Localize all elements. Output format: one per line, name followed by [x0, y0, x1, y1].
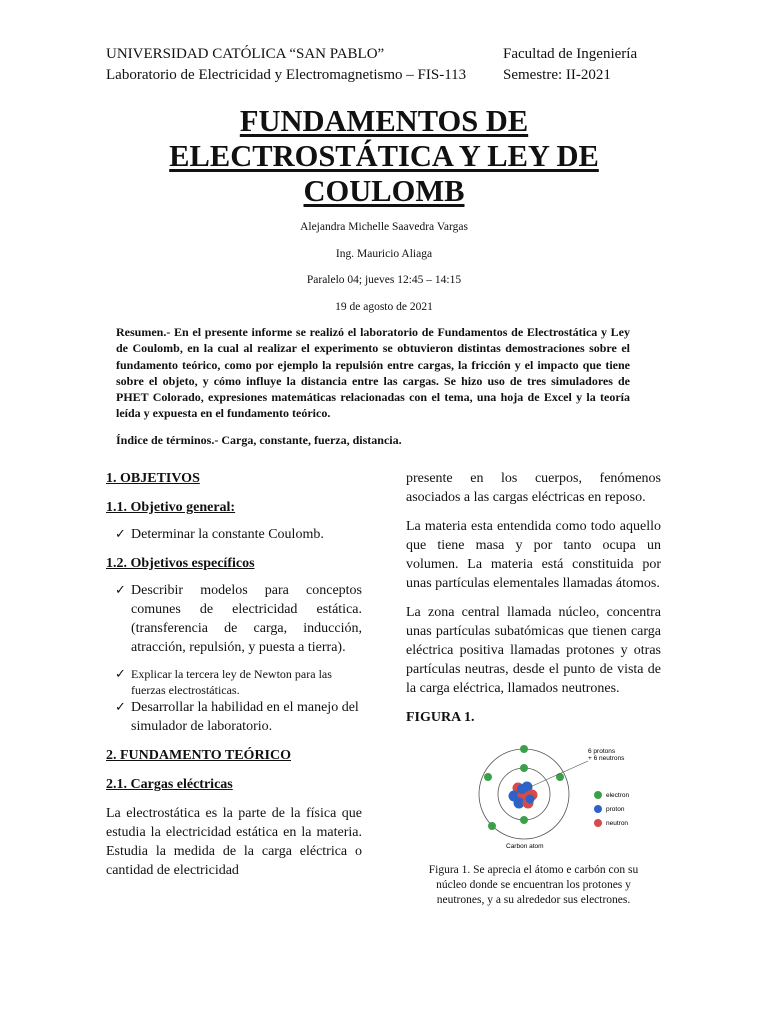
- subsection-heading-general: 1.1. Objetivo general:: [106, 500, 236, 515]
- title-line: FUNDAMENTOS DE: [239, 104, 529, 138]
- subsection-heading-cargas: 2.1. Cargas eléctricas: [106, 777, 233, 792]
- paragraph: La zona central llamada núcleo, concentra unas partículas subatómicas que tienen carga eléctrica positiva llamadas protones y otras partículas neutras, desde el punto de vista de la carga eléctrica, llamados neutrones.: [406, 605, 661, 696]
- index-terms: Índice de términos.- Carga, constante, fuerza, distancia.: [116, 433, 402, 447]
- paragraph: presente en los cuerpos, fenómenos asociados a las cargas eléctricas en reposo.: [406, 471, 661, 505]
- atom-label: Carbon atom: [506, 843, 544, 850]
- left-column: [106, 469, 362, 880]
- paragraph: La electrostática es la parte de la física que estudia la electricidad estática en la materia. Estudia la medida de la carga eléctrica o cantidad de electricidad: [106, 806, 362, 878]
- list-item: [106, 667, 362, 698]
- figure-caption: Figura 1. Se aprecia el átomo e carbón con su núcleo donde se encuentran los protones y neutrones, y a su alrededor sus electrones.: [428, 864, 639, 906]
- faculty-name: Facultad de Ingeniería: [503, 46, 638, 62]
- legend-neutron-dot: [594, 819, 602, 827]
- legend-proton-dot: [594, 805, 602, 813]
- figure-heading: FIGURA 1.: [406, 710, 475, 725]
- author-name: Alejandra Michelle Saavedra Vargas: [300, 221, 468, 233]
- list-item: [106, 581, 362, 657]
- right-column: [406, 469, 661, 908]
- legend-electron: electron: [606, 792, 630, 799]
- label-neutrons: + 6 neutrons: [588, 755, 625, 762]
- list-item-text: Explicar la tercera ley de Newton para las fuerzas electrostáticas.: [131, 667, 332, 697]
- schedule: Paralelo 04; jueves 12:45 – 14:15: [306, 274, 462, 286]
- checkmark-icon: ✓: [115, 583, 126, 598]
- checkmark-icon: ✓: [115, 700, 126, 715]
- instructor-name: Ing. Mauricio Aliaga: [335, 248, 433, 260]
- university-name: UNIVERSIDAD CATÓLICA “SAN PABLO”: [106, 46, 385, 62]
- list-item-text: Determinar la constante Coulomb.: [131, 527, 324, 542]
- list-item-text: Describir modelos para conceptos comunes de electricidad estática. (transferencia de carga, inducción, atracción, repulsión, y puesta a tierra).: [131, 583, 362, 655]
- section-heading-objetivos: 1. OBJETIVOS: [106, 471, 200, 486]
- header-left: [106, 44, 466, 86]
- legend-electron-dot: [594, 791, 602, 799]
- title-line: COULOMB: [303, 174, 465, 208]
- semester: Semestre: II-2021: [503, 67, 611, 83]
- carbon-atom-figure: [470, 737, 650, 855]
- subsection-heading-especificos: 1.2. Objetivos específicos: [106, 556, 255, 571]
- abstract: Resumen.- En el presente informe se realizó el laboratorio de Fundamentos de Electrostática y Ley de Coulomb, en la cual al realizar el experimento se obtuvieron distintas demostraciones sobre el fundamento teórico, como por ejemplo la repulsión entre cargas, la fricción y el impacto que tiene sobre el objeto, y cómo influye la distancia entre las cargas. Se hizo uso de tres simuladores de PHET Colorado, expresiones matemáticas relacionadas con el tema, una hoja de Excel y la teoría leída y expuesta en el fundamento teórico.: [116, 325, 630, 421]
- checkmark-icon: ✓: [115, 527, 126, 542]
- title-line: ELECTROSTÁTICA Y LEY DE: [169, 139, 599, 173]
- legend-proton: proton: [606, 806, 625, 813]
- paragraph: La materia esta entendida como todo aquello que tiene masa y por tanto ocupa un volumen. La materia está constituida por unas partículas elementales llamadas átomos.: [406, 519, 661, 591]
- document-title: [106, 104, 662, 209]
- label-protons: 6 protons: [588, 748, 616, 755]
- section-heading-fundamento: 2. FUNDAMENTO TEÓRICO: [106, 748, 292, 763]
- legend-neutron: neutron: [606, 820, 629, 827]
- pointer-line: [530, 761, 588, 787]
- date: 19 de agosto de 2021: [335, 301, 433, 313]
- lab-name: Laboratorio de Electricidad y Electromagnetismo – FIS-113: [106, 67, 467, 83]
- header-right: [503, 44, 637, 86]
- list-item: [106, 698, 362, 736]
- list-item: [106, 525, 362, 544]
- list-item-text: Desarrollar la habilidad en el manejo del simulador de laboratorio.: [131, 700, 359, 734]
- checkmark-icon: ✓: [115, 667, 126, 682]
